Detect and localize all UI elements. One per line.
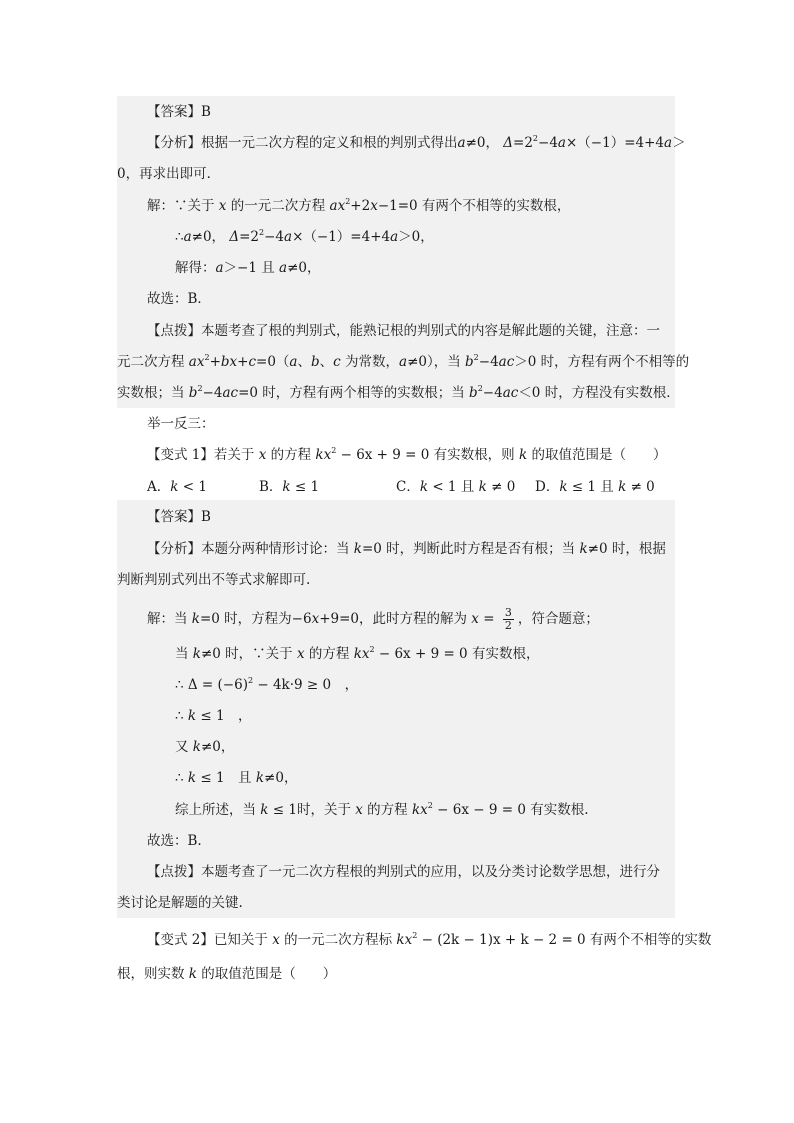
fraction: $\frac{3}{2}$: [504, 606, 512, 632]
variant1-solution-line-6: ∴ k ≤ 1 且 k≠0，: [175, 770, 298, 786]
option-a: A．k < 1: [147, 479, 207, 495]
variant1-solution-line-4: ∴ k ≤ 1 ，: [175, 708, 252, 724]
variant1-tip-line-1: 【点拨】本题考查了一元二次方程根的判别式的应用，以及分类讨论数学思想，进行分: [147, 864, 660, 880]
tip-line-1: 【点拨】本题考查了根的判别式，能熟记根的判别式的内容是解此题的关键，注意：一: [147, 323, 660, 339]
solution-line-1: 解：∵关于 x 的一元二次方程 $ax^2+2x-1=0$ 有两个不相等的实数根，: [147, 197, 571, 214]
solution-line-2: ∴a≠0， $\Delta=2^2-4a\times(-1)=4+4a>0$，: [175, 228, 434, 245]
analysis-line-1: 【分析】根据一元二次方程的定义和根的判别式得出a≠0， $\Delta=2^2-4a\times(-1)=4+4a>$: [147, 134, 686, 151]
analysis-line-2: 0，再求出即可．: [117, 166, 221, 182]
section-heading: 举一反三：: [147, 416, 215, 432]
variant1-choose-line: 故选：B.: [147, 833, 202, 849]
variant1-solution-line-3: ∴ $\Delta = (-6)^2 - 4k\cdot 9 \ge 0$ ，: [175, 676, 359, 693]
option-c: C．k < 1 且 k ≠ 0: [396, 479, 516, 495]
tip-line-2: 元二次方程 $ax^2+bx+c=0(a$、b、c 为常数，a≠0），当 $b^2-4ac>0$ 时，方程有两个不相等的: [117, 353, 690, 370]
variant1-analysis-line-1: 【分析】本题分两种情形讨论：当 k=0 时，判断此时方程是否有根；当 k≠0 时，根据: [147, 541, 666, 557]
variant1-analysis-line-2: 判断判别式列出不等式求解即可.: [117, 572, 311, 588]
solution-line-3: 解得：a＞−1 且 a≠0，: [175, 260, 321, 276]
option-d: D．k ≤ 1 且 k ≠ 0: [535, 479, 655, 495]
variant1-solution-line-1: 解：当 k=0 时，方程为−6x+9=0，此时方程的解为 x = $\frac{3}{2}$ ，符合题意；: [147, 606, 599, 632]
choose-line: 故选：B．: [147, 291, 211, 307]
variant1-tip-line-2: 类讨论是解题的关键.: [117, 895, 243, 911]
option-b: B．k ≤ 1: [259, 479, 320, 495]
variant2-question-line-1: 【变式 2】已知关于 x 的一元二次方程标 $kx^2 - (2k - 1)x + k - 2 = 0$ 有两个不相等的实数: [147, 931, 712, 948]
variant1-solution-line-5: 又 k≠0，: [175, 739, 235, 755]
variant2-question-line-2: 根，则实数 k 的取值范围是（ ）: [117, 966, 337, 982]
variant1-answer-line: 【答案】B: [147, 509, 211, 525]
variant1-solution-line-2: 当 k≠0 时，∵关于 x 的方程 $kx^2 - 6x + 9 = 0$ 有实数根，: [175, 645, 540, 662]
answer-line: 【答案】B: [147, 104, 211, 120]
variant1-solution-line-7: 综上所述，当 k ≤ 1时，关于 x 的方程 $kx^2 - 6x - 9 = 0$ 有实数根.: [175, 801, 589, 818]
variant1-question: 【变式 1】若关于 x 的方程 $kx^2 - 6x + 9 = 0$ 有实数根，则 k 的取值范围是（ ）: [147, 446, 667, 463]
tip-line-3: 实数根；当 $b^2-4ac=0$ 时，方程有两个相等的实数根；当 $b^2-4ac<0$ 时，方程没有实数根．: [117, 384, 680, 401]
